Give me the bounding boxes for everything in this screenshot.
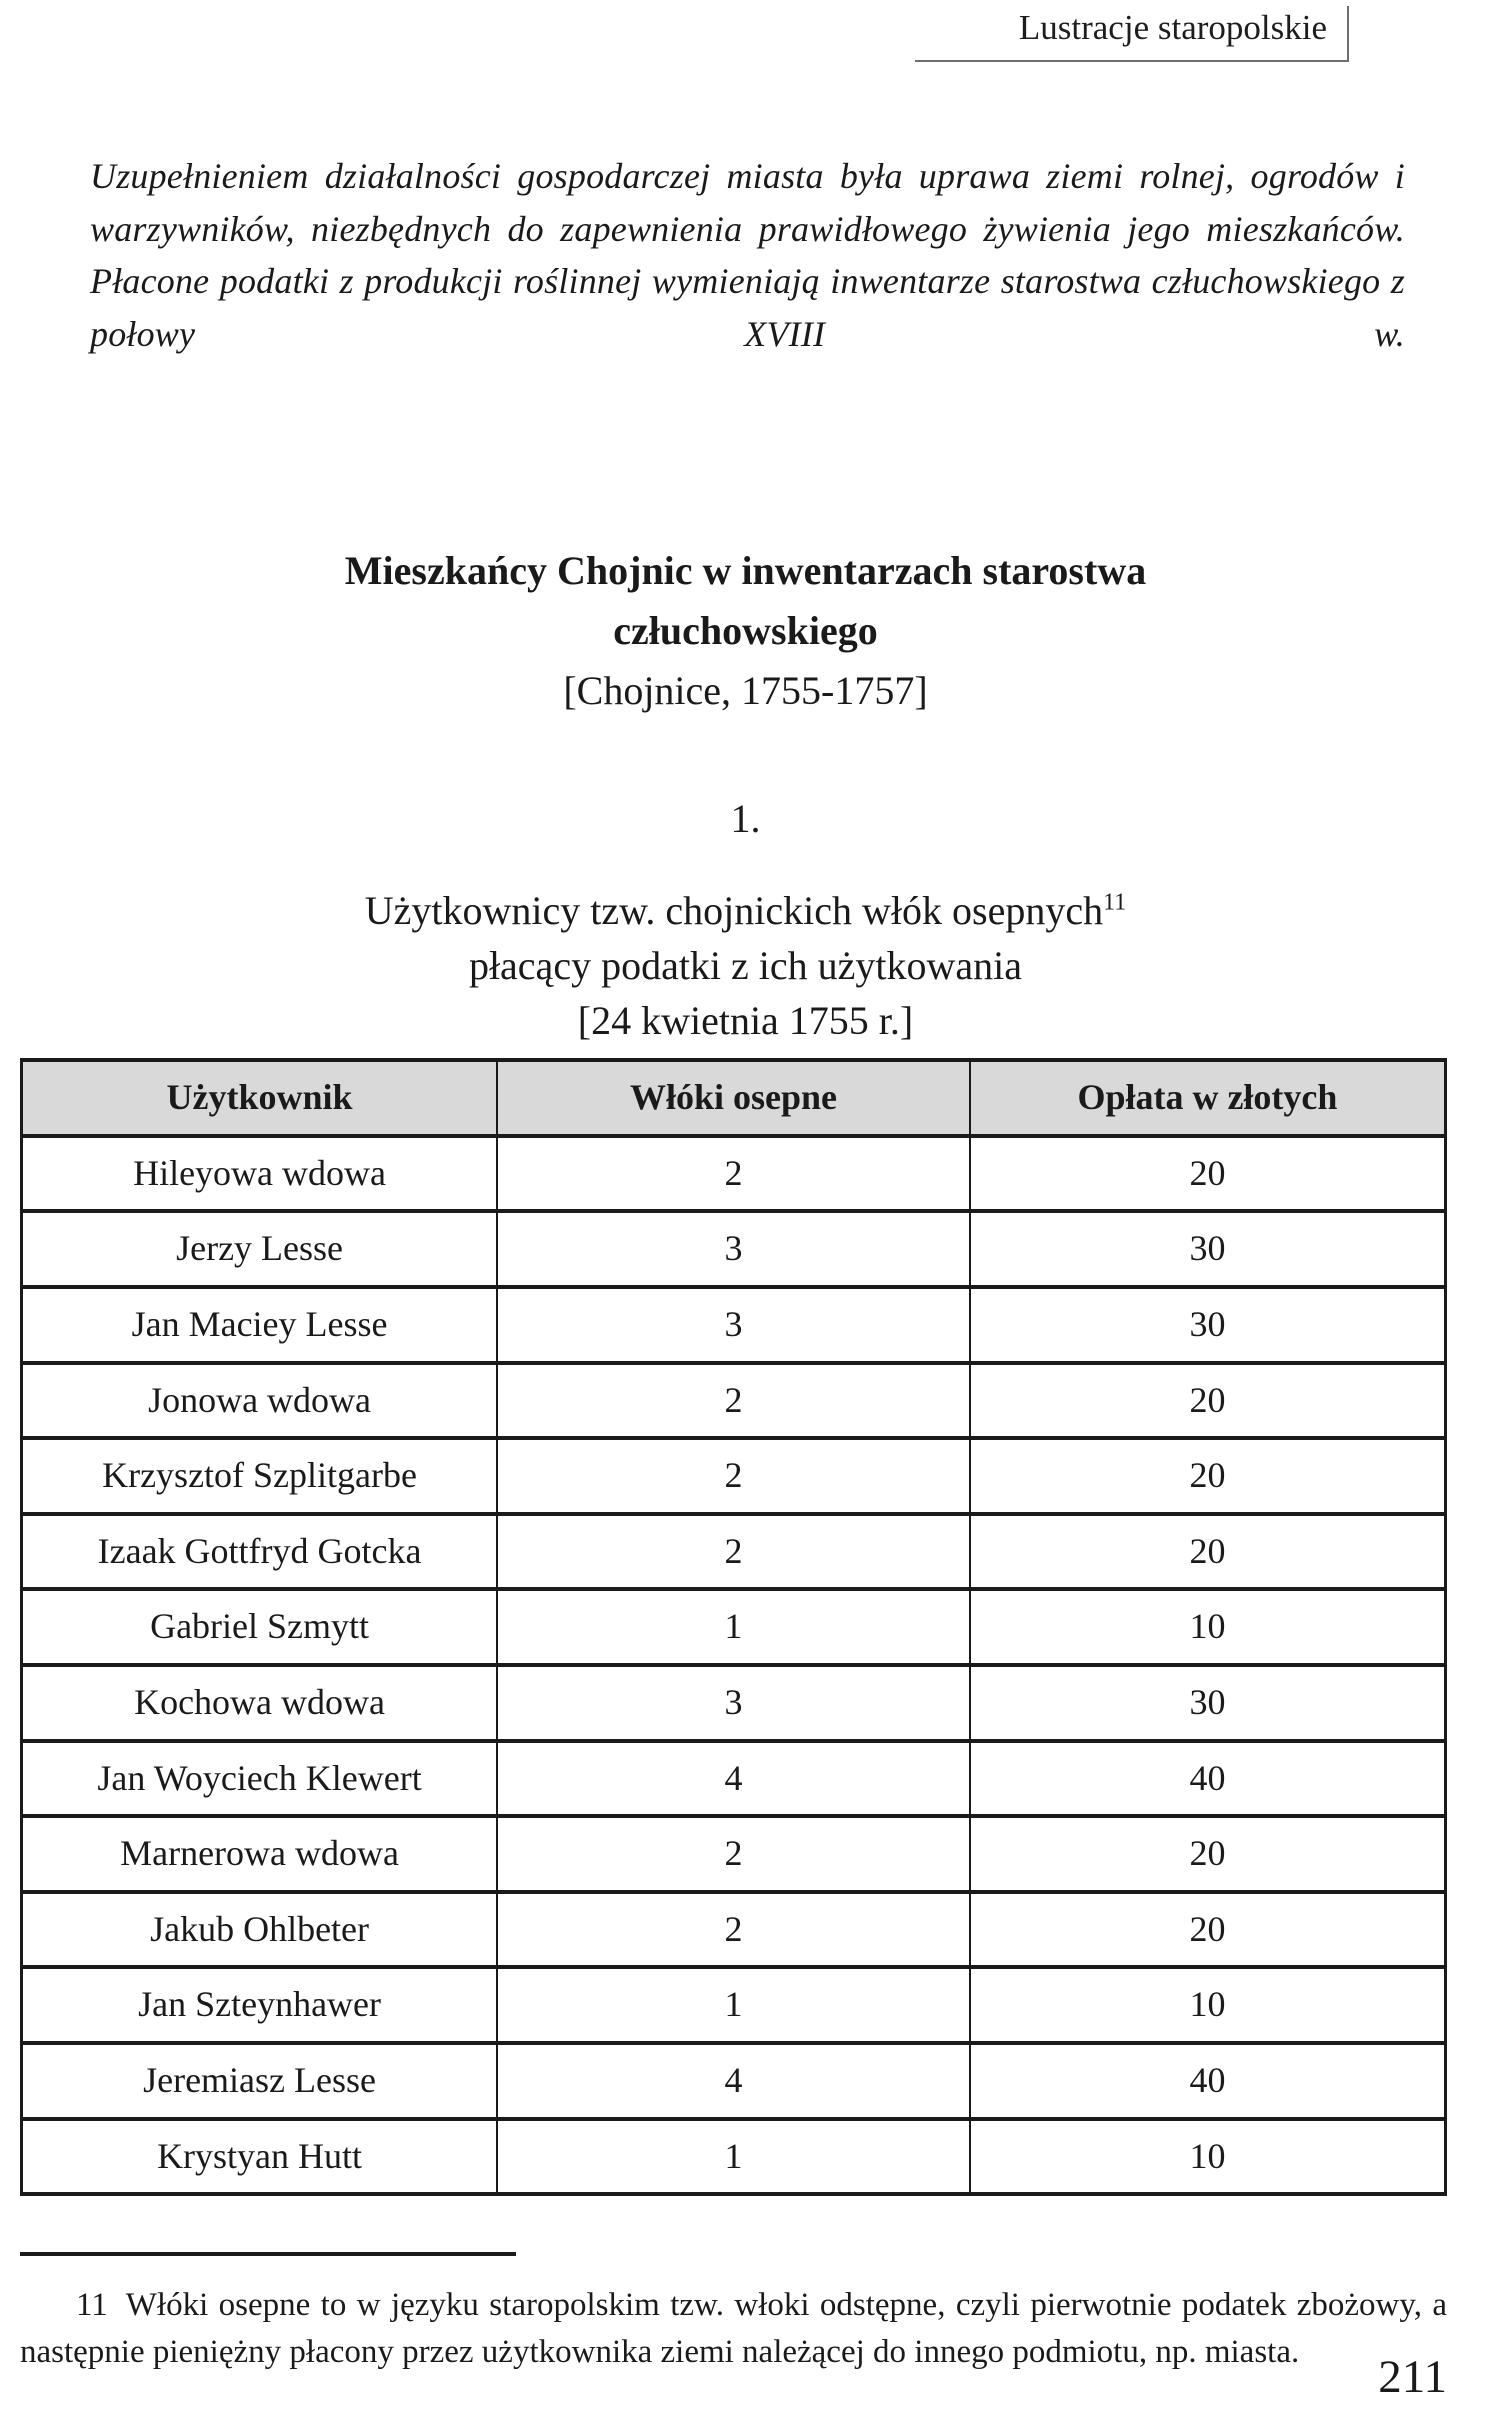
table-row [22, 1589, 1446, 1665]
wloki-osepne-cell: 1 [497, 2119, 970, 2195]
table-row [22, 1967, 1446, 2043]
table-header-row [22, 1060, 1446, 1136]
running-head [915, 6, 1349, 62]
wloki-osepne-cell: 4 [497, 2043, 970, 2119]
footnote [20, 2282, 1447, 2376]
wloki-osepne-cell: 4 [497, 1741, 970, 1817]
user-cell: Marnerowa wdowa [22, 1816, 498, 1892]
user-cell: Krystyan Hutt [22, 2119, 498, 2195]
user-cell: Jan Maciey Lesse [22, 1287, 498, 1363]
oplata-cell: 40 [970, 2043, 1446, 2119]
table-row [22, 1136, 1446, 1212]
wloki-osepne-cell: 3 [497, 1211, 970, 1287]
user-cell: Jan Woyciech Klewert [22, 1741, 498, 1817]
table-row [22, 1892, 1446, 1968]
title-line-2: człuchowskiego [613, 607, 878, 653]
caption-line-1 [0, 883, 1491, 938]
wloki-osepne-cell: 2 [497, 1892, 970, 1968]
document-title [0, 541, 1491, 721]
oplata-cell: 40 [970, 1741, 1446, 1817]
table-body [22, 1136, 1446, 2194]
caption-line-3: [24 kwietnia 1755 r.] [577, 998, 914, 1044]
table-caption [0, 883, 1491, 1049]
table-row [22, 1363, 1446, 1439]
user-cell: Kochowa wdowa [22, 1665, 498, 1741]
users-table [20, 1058, 1447, 2196]
table-row [22, 1438, 1446, 1514]
column-header-uzytkownik: Użytkownik [22, 1060, 498, 1136]
intro-paragraph: Uzupełnieniem działalności gospodarczej miasta była uprawa ziemi rolnej, ogrodów i warzywników, niezbędnych do zapewnienia prawidłowego żywienia jego mieszkańców. Płacone podatki z produkcji roślinnej wymieniają inwentarze starostwa człuchowskiego z połowy XVIII w. [90, 156, 1405, 354]
oplata-cell: 10 [970, 1967, 1446, 2043]
table-row [22, 1816, 1446, 1892]
oplata-cell: 20 [970, 1136, 1446, 1212]
user-cell: Hileyowa wdowa [22, 1136, 498, 1212]
caption-line-1-text: Użytkownicy tzw. chojnickich włók osepnych [364, 887, 1104, 933]
user-cell: Izaak Gottfryd Gotcka [22, 1514, 498, 1590]
user-cell: Jan Szteynhawer [22, 1967, 498, 2043]
user-cell: Jonowa wdowa [22, 1363, 498, 1439]
wloki-osepne-cell: 2 [497, 1514, 970, 1590]
running-head-title: Lustracje staropolskie [1018, 8, 1327, 47]
oplata-cell: 20 [970, 1892, 1446, 1968]
oplata-cell: 10 [970, 1589, 1446, 1665]
column-header-wloki-osepne: Włóki osepne [497, 1060, 970, 1136]
oplata-cell: 20 [970, 1363, 1446, 1439]
footnote-reference: 11 [1103, 889, 1127, 916]
wloki-osepne-cell: 1 [497, 1967, 970, 2043]
oplata-cell: 30 [970, 1287, 1446, 1363]
oplata-cell: 20 [970, 1438, 1446, 1514]
table-row [22, 1514, 1446, 1590]
caption-line-2: płacący podatki z ich użytkowania [468, 942, 1023, 988]
wloki-osepne-cell: 3 [497, 1665, 970, 1741]
wloki-osepne-cell: 2 [497, 1816, 970, 1892]
wloki-osepne-cell: 3 [497, 1287, 970, 1363]
table-row [22, 1211, 1446, 1287]
table-row [22, 1287, 1446, 1363]
oplata-cell: 20 [970, 1514, 1446, 1590]
section-number: 1. [730, 795, 761, 841]
oplata-cell: 20 [970, 1816, 1446, 1892]
user-cell: Jakub Ohlbeter [22, 1892, 498, 1968]
footnote-separator [20, 2252, 516, 2256]
wloki-osepne-cell: 2 [497, 1136, 970, 1212]
footnote-number: 11 [76, 2287, 108, 2324]
wloki-osepne-cell: 2 [497, 1363, 970, 1439]
oplata-cell: 10 [970, 2119, 1446, 2195]
user-cell: Krzysztof Szplitgarbe [22, 1438, 498, 1514]
user-cell: Jeremiasz Lesse [22, 2043, 498, 2119]
footnote-text: Włóki osepne to w języku staropolskim tzw. włoki odstępne, czyli pierwotnie podatek zbożowy, a następnie pieniężny płacony przez użytkownika ziemi należącej do innego podmiotu, np. miasta. [20, 2287, 1447, 2371]
table-row [22, 2119, 1446, 2195]
user-cell: Jerzy Lesse [22, 1211, 498, 1287]
wloki-osepne-cell: 1 [497, 1589, 970, 1665]
page-number: 211 [1378, 2351, 1447, 2403]
title-line-1: Mieszkańcy Chojnic w inwentarzach starostwa [344, 547, 1147, 593]
oplata-cell: 30 [970, 1211, 1446, 1287]
table-row [22, 1741, 1446, 1817]
oplata-cell: 30 [970, 1665, 1446, 1741]
table-row [22, 1665, 1446, 1741]
column-header-oplata: Opłata w złotych [970, 1060, 1446, 1136]
table-row [22, 2043, 1446, 2119]
user-cell: Gabriel Szmytt [22, 1589, 498, 1665]
title-date-line: [Chojnice, 1755-1757] [563, 667, 928, 713]
wloki-osepne-cell: 2 [497, 1438, 970, 1514]
